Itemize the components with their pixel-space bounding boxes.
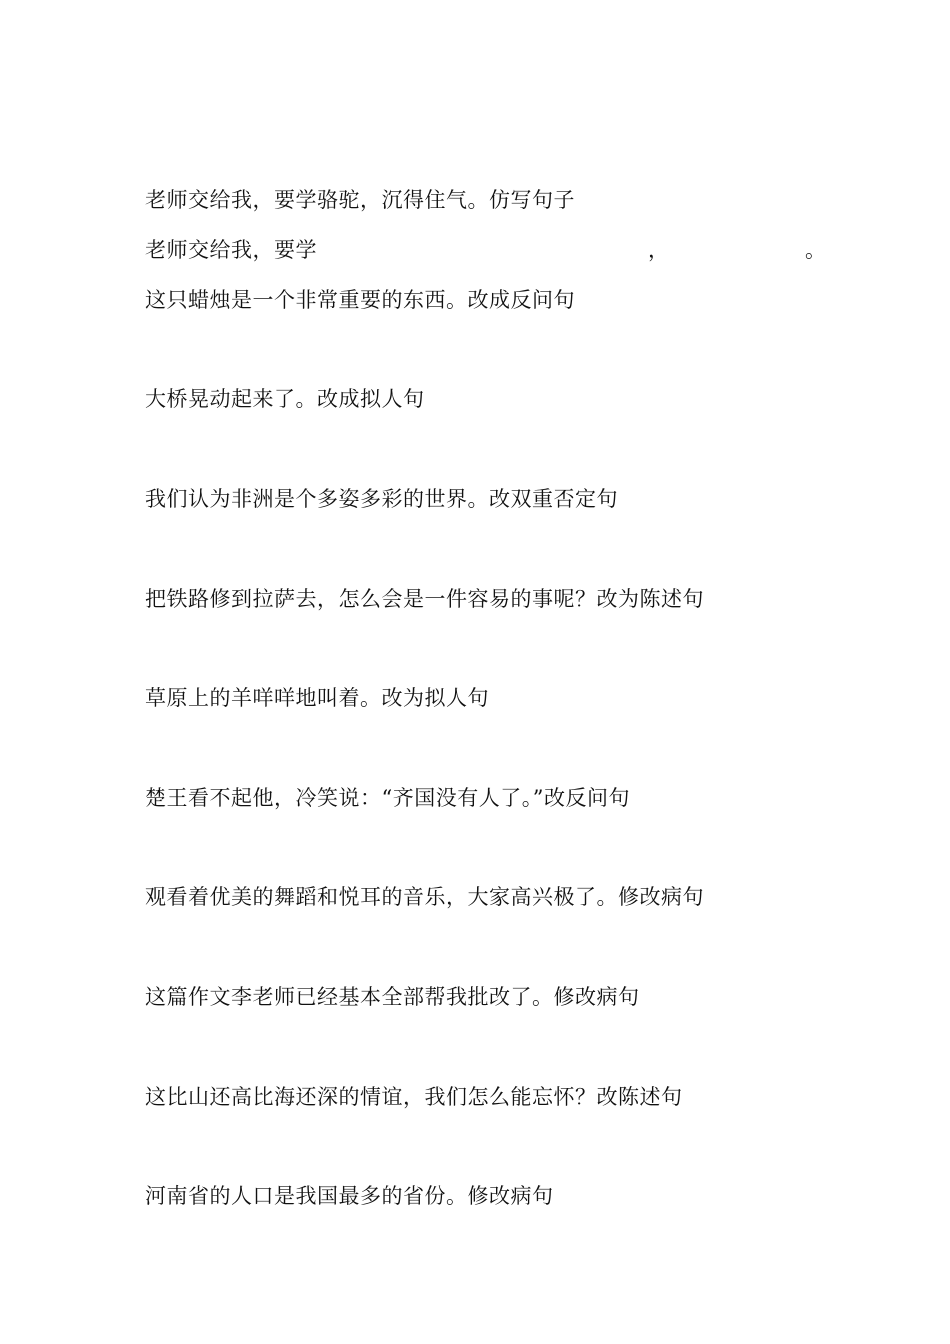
exercise-line-3: 这只蜡烛是一个非常重要的东西。改成反问句 [145, 288, 575, 312]
exercise-line-1: 老师交给我，要学骆驼，沉得住气。仿写句子 [145, 188, 575, 212]
exercise-line-4: 大桥晃动起来了。改成拟人句 [145, 387, 425, 411]
exercise-line-7: 草原上的羊咩咩地叫着。改为拟人句 [145, 686, 489, 710]
fill-blank-prompt: 老师交给我，要学 [145, 238, 317, 262]
exercise-line-9: 观看着优美的舞蹈和悦耳的音乐，大家高兴极了。修改病句 [145, 885, 704, 909]
exercise-line-5: 我们认为非洲是个多姿多彩的世界。改双重否定句 [145, 487, 618, 511]
fill-blank-comma: ， [648, 238, 670, 262]
exercise-line-12: 河南省的人口是我国最多的省份。修改病句 [145, 1184, 554, 1208]
exercise-line-8: 楚王看不起他，冷笑说：“齐国没有人了。”改反问句 [145, 786, 630, 810]
exercise-line-11: 这比山还高比海还深的情谊，我们怎么能忘怀？改陈述句 [145, 1085, 683, 1109]
fill-blank-period: 。 [805, 238, 827, 262]
exercise-line-10: 这篇作文李老师已经基本全部帮我批改了。修改病句 [145, 985, 640, 1009]
exercise-line-6: 把铁路修到拉萨去，怎么会是一件容易的事呢？改为陈述句 [145, 587, 704, 611]
exercise-line-2 [145, 238, 845, 262]
